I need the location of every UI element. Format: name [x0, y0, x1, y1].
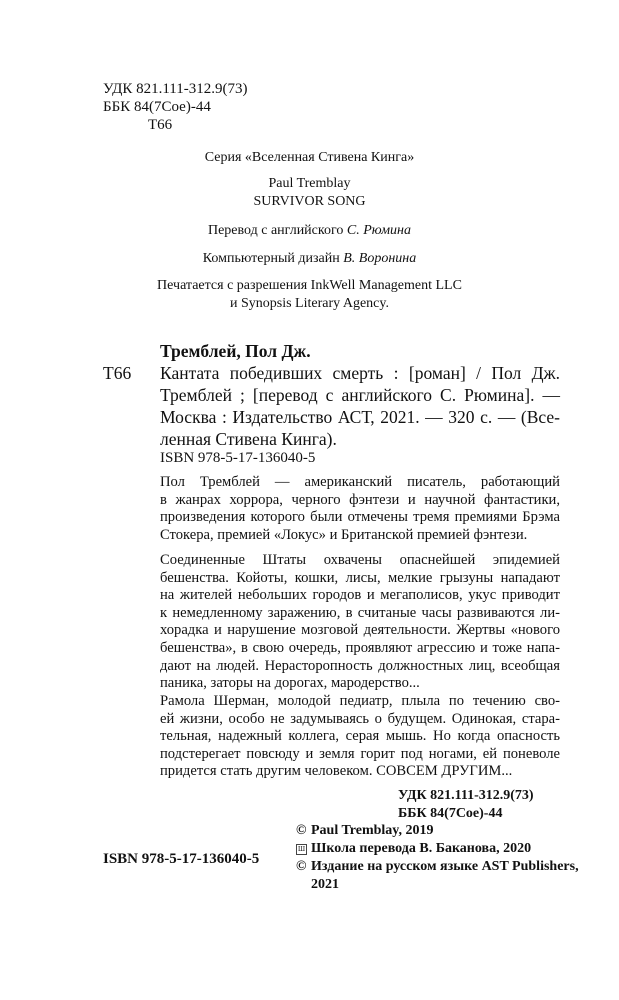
synopsis-line: Рамола Шерман, молодой педиатр, плыла по течению сво-	[160, 693, 560, 709]
copyright-icon: ©	[296, 823, 307, 838]
bio-line: в жанрах хоррора, черного фэнтези и научной фантастики,	[160, 491, 560, 508]
bio-line: произведения которого были отмечены тремя премиями Брэма	[160, 509, 560, 526]
author-mark: Т66	[148, 117, 173, 133]
synopsis-line: бешенства. Койоты, кошки, лисы, мелкие грызуны нападают	[160, 569, 560, 586]
synopsis-paragraph-1	[160, 552, 560, 693]
copyright-text-2: Школа перевода В. Баканова, 2020	[311, 841, 532, 856]
bbk-code-bottom: ББК 84(7Сое)-44	[398, 806, 503, 821]
catalog-description	[160, 362, 560, 450]
translation-school-icon: Ш	[297, 845, 306, 853]
synopsis-line: тельная, надежный коллега, серая мышь. Но когда опасность	[160, 728, 560, 745]
design-label: Компьютерный дизайн	[202, 251, 340, 266]
catalog-mark: Т66	[103, 363, 132, 383]
translation-label: Перевод с английского	[207, 223, 344, 238]
copyright-line-2	[296, 840, 531, 859]
catalog-line: ленная Стивена Кинга).	[160, 429, 337, 449]
copyright-line-3	[296, 858, 579, 877]
udk-code: УДК 821.111-312.9(73)	[103, 81, 248, 97]
copyright-line-4: 2021	[311, 877, 339, 892]
series-text: Серия «Вселенная Стивена Кинга»	[204, 150, 415, 165]
bbk-code: ББК 84(7Сое)-44	[103, 99, 211, 115]
series-line	[0, 149, 619, 167]
catalog-line: Тремблей ; [перевод с английского С. Рюмина]. —	[160, 385, 560, 405]
copyright-line-1	[296, 822, 434, 841]
isbn-bottom: ISBN 978-5-17-136040-5	[103, 851, 260, 867]
synopsis-line: к немедленному заражению, в считаные часы развиваются ли-	[160, 604, 560, 621]
bio-line: Пол Тремблей — американский писатель, работающий	[160, 474, 560, 490]
copyright-text-3: Издание на русском языке AST Publishers,	[311, 859, 579, 874]
catalog-line: Москва : Издательство АСТ, 2021. — 320 с. — (Все-	[160, 407, 560, 427]
synopsis-line: на жителей небольших городов и мегаполисов, укус приводит	[160, 587, 560, 604]
copyright-text-1: Paul Tremblay, 2019	[311, 823, 434, 838]
synopsis-line: дают на людей. Нерасторопность должностных лиц, всеобщая	[160, 657, 560, 674]
translator-name: С. Рюмина	[346, 223, 411, 238]
catalog-author-heading: Тремблей, Пол Дж.	[160, 341, 311, 361]
synopsis-line: придется стать другим человеком. СОВСЕМ ДРУГИМ...	[160, 763, 513, 780]
original-author: Paul Tremblay	[268, 176, 351, 191]
synopsis-line: бешенства», в свою очередь, проявляют агрессию и тоже напа-	[160, 639, 560, 656]
original-title: SURVIVOR SONG	[253, 194, 366, 209]
bio-line: Стокера, премией «Локус» и Британской премией фэнтези.	[160, 526, 528, 543]
designer-name: В. Воронина	[343, 251, 417, 266]
synopsis-paragraph-2	[160, 693, 560, 781]
synopsis-line: хорадка и нарушение мозговой деятельности. Жертвы «нового	[160, 622, 560, 639]
design-credit	[0, 250, 619, 268]
synopsis-line: подстерегает повсюду и земля горит под ногами, ей поневоле	[160, 745, 560, 762]
synopsis-line: ей жизни, особо не задумываясь о будущем. Одинокая, старa-	[160, 710, 560, 727]
author-bio	[160, 474, 560, 544]
copyright-icon: ©	[296, 859, 307, 874]
permission-line-2: и Synopsis Literary Agency.	[229, 296, 389, 311]
udk-code-bottom: УДК 821.111-312.9(73)	[398, 788, 534, 803]
translation-credit	[0, 222, 619, 240]
catalog-isbn: ISBN 978-5-17-136040-5	[160, 450, 316, 466]
synopsis-line: Соединенные Штаты охвачены опаснейшей эпидемией	[160, 552, 560, 568]
permission-line-1: Печатается с разрешения InkWell Management LLC	[157, 278, 462, 293]
synopsis-line: паника, заторы на дорогах, мародерство...	[160, 675, 420, 692]
catalog-line: Кантата победивших смерть : [роман] / Пол Дж.	[160, 363, 560, 383]
